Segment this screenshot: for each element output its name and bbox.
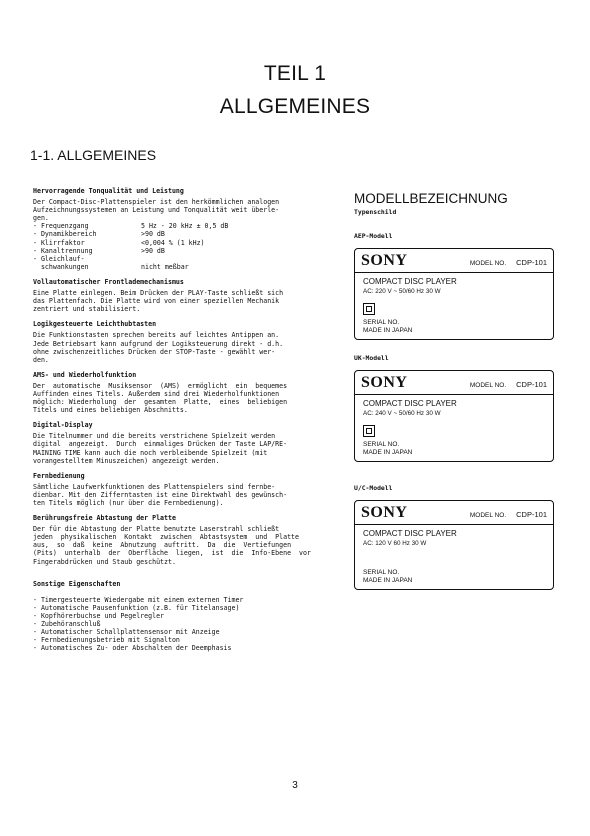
- model-heading: MODELLBEZEICHNUNG: [354, 191, 508, 206]
- list-item: - Fernbedienungsbetrieb mit Signalton: [33, 636, 180, 645]
- features-column: [33, 187, 321, 652]
- model-value: CDP-101: [516, 510, 547, 519]
- feature-text: Sämtliche Laufwerkfunktionen des Plattenspielers sind fernbe- dienbar. Mit den Zifferntasten ist eine Direktwahl des gewünsch- ten Titels möglich (nur über die Fernbedienung).: [33, 482, 288, 507]
- spec-label: - Klirrfaktor: [33, 238, 85, 247]
- sony-logo: SONY: [361, 252, 408, 269]
- power-rating: AC: 220 V ~ 50/60 Hz 30 W: [363, 288, 441, 295]
- plate-region-label: U/C-Modell: [354, 484, 393, 492]
- serial-block: [355, 547, 553, 589]
- model-column: [354, 191, 564, 590]
- rating-plate: [354, 500, 554, 590]
- page-number: 3: [292, 780, 298, 791]
- feature-text: Der für die Abtastung der Platte benutzte Laserstrahl schließt jeden physikalischen Kontakt zwischen Abtastsystem und Platte aus, so daß keine Abnutzung auftritt. Da die Vertiefungen (Pits) unterhalb der Oberfläche liegen, ist die Info-Ebene vor Fingerabdrücken und Staub geschützt.: [33, 525, 311, 566]
- spec-value: >90 dB: [141, 246, 165, 255]
- sony-logo: SONY: [361, 374, 408, 391]
- plate-region-label: UK-Modell: [354, 354, 389, 362]
- made-in-label: MADE IN JAPAN: [363, 449, 413, 456]
- feature-heading: Berührungsfreie Abtastung der Platte: [33, 514, 176, 523]
- model-label: MODEL NO.: [469, 512, 507, 519]
- feature-heading: Vollautomatischer Frontlademechanismus: [33, 277, 184, 286]
- list-item: - Zubehöranschluß: [33, 620, 101, 629]
- feature-heading: AMS- und Wiederholfunktion: [33, 370, 137, 379]
- double-insulation-icon: [363, 303, 375, 315]
- serial-label: SERIAL NO.: [363, 441, 400, 448]
- feature-text: Der automatische Musiksensor (AMS) ermöglicht ein bequemes Auffinden eines Titels. Außerdem sind drei Wiederholfunktionen möglich: Wiederholung der gesamten Platte, eines beliebigen Titels und eines beliebigen Abschnitts.: [33, 381, 288, 415]
- power-rating: AC: 240 V ~ 50/60 Hz 30 W: [363, 410, 441, 417]
- serial-label: SERIAL NO.: [363, 319, 400, 326]
- spec-label: - Gleichlauf-: [33, 254, 85, 263]
- page-title-line2: ALLGEMEINES: [219, 95, 371, 118]
- spec-value: >90 dB: [141, 230, 165, 239]
- model-value: CDP-101: [516, 258, 547, 267]
- list-item: - Automatischer Schallplattensensor mit Anzeige: [33, 628, 220, 637]
- spec-value: 5 Hz - 20 kHz ± 0,5 dB: [141, 222, 229, 231]
- list-item: - Kopfhörerbuchse und Pegelregler: [33, 611, 165, 620]
- page-title-line1: TEIL 1: [263, 62, 327, 85]
- spec-value: <0,004 % (1 kHz): [141, 238, 205, 247]
- sony-logo: SONY: [361, 504, 408, 521]
- feature-heading: Sonstige Eigenschaften: [33, 579, 121, 588]
- spec-label: - Frequenzgang: [33, 222, 89, 231]
- serial-block: [355, 315, 553, 339]
- power-rating: AC: 120 V 60 Hz 30 W: [363, 540, 427, 547]
- serial-block: [355, 437, 553, 461]
- double-insulation-icon: [363, 425, 375, 437]
- spec-label: - Kanaltrennung: [33, 246, 93, 255]
- section-heading: 1-1. ALLGEMEINES: [30, 147, 157, 163]
- feature-text: Die Titelnummer und die bereits verstrichene Spielzeit werden digital angezeigt. Durch einmaliges Drücken der Taste LAP/RE- MAINING TIME kann auch die noch verbleibende Spielzeit (mit vorangestelltem Minuszeichen) angezeigt werden.: [33, 432, 288, 465]
- list-item: - Timergesteuerte Wiedergabe mit einem externen Timer: [33, 595, 244, 604]
- list-item: - Automatische Pausenfunktion (z.B. für Titelansage): [33, 603, 240, 612]
- model-label: MODEL NO.: [469, 382, 507, 389]
- feature-heading: Digital-Display: [33, 421, 93, 430]
- feature-heading: Fernbedienung: [33, 471, 85, 480]
- spec-list: [33, 222, 321, 271]
- plate-header: [355, 249, 553, 273]
- rating-plate: [354, 370, 554, 462]
- spec-label: schwankungen: [33, 262, 89, 271]
- product-name: COMPACT DISC PLAYER: [363, 399, 457, 408]
- spec-value: [141, 255, 321, 263]
- rating-plate: [354, 248, 554, 340]
- feature-text: Der Compact-Disc-Plattenspieler ist den herkömmlichen analogen Aufzeichnungssystemen an Leistung und Tonqualität weit überle- gen.: [33, 198, 280, 223]
- serial-label: SERIAL NO.: [363, 569, 400, 576]
- model-value: CDP-101: [516, 380, 547, 389]
- feature-list: [33, 596, 321, 653]
- product-name: COMPACT DISC PLAYER: [363, 529, 457, 538]
- plate-header: [355, 501, 553, 525]
- made-in-label: MADE IN JAPAN: [363, 327, 413, 334]
- model-label: MODEL NO.: [469, 260, 507, 267]
- feature-text: Die Funktionstasten sprechen bereits auf leichtes Antippen an. Jede Betriebsart kann aufgrund der Logiksteuerung direkt - d.h. ohne zwischenzeitliches Drücken der STOP-Taste - gewählt wer- den.: [33, 331, 284, 364]
- plate-region-label: AEP-Modell: [354, 232, 393, 240]
- product-name: COMPACT DISC PLAYER: [363, 277, 457, 286]
- feature-heading: Hervorragende Tonqualität und Leistung: [33, 187, 184, 195]
- list-item: - Automatisches Zu- oder Abschalten der Deemphasis: [33, 644, 232, 653]
- feature-heading: Logikgesteuerte Leichthubtasten: [33, 320, 157, 329]
- model-subheading: Typenschild: [354, 208, 397, 216]
- made-in-label: MADE IN JAPAN: [363, 577, 413, 584]
- spec-value: nicht meßbar: [141, 262, 189, 271]
- plate-header: [355, 371, 553, 395]
- spec-label: - Dynamikbereich: [33, 230, 97, 239]
- feature-text: Eine Platte einlegen. Beim Drücken der PLAY-Taste schließt sich das Plattenfach. Die Platte wird von einer speziellen Mechanik zentriert und stabilisiert.: [33, 289, 284, 314]
